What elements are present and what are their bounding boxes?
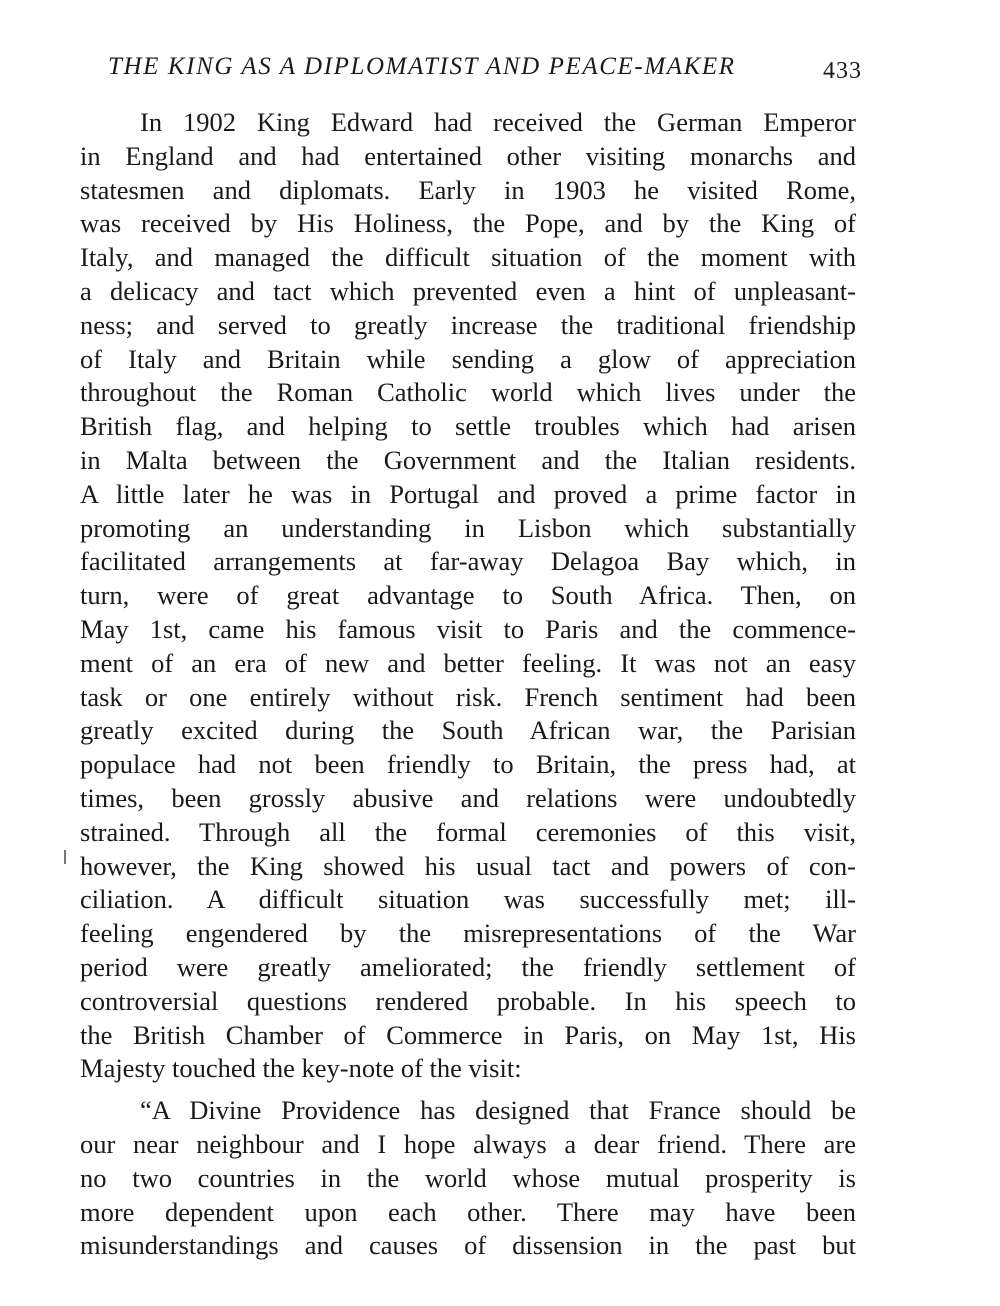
text-line: In 1902 King Edward had received the German Emperor bbox=[140, 107, 856, 137]
text-line: “A Divine Providence has designed that France should be bbox=[140, 1095, 856, 1126]
text-line: ciliation. A difficult situation was successfully met; ill- bbox=[80, 884, 856, 915]
text-line: Italy, and managed the difficult situation of the moment with bbox=[80, 242, 856, 273]
text-line: A little later he was in Portugal and proved a prime factor in bbox=[80, 478, 856, 509]
paragraph-2-quotation bbox=[80, 1094, 856, 1263]
text-line: task or one entirely without risk. French sentiment had been bbox=[80, 681, 856, 712]
text-line: strained. Through all the formal ceremonies of this visit, bbox=[80, 816, 856, 847]
text-line: misunderstandings and causes of dissension in the past but bbox=[80, 1230, 856, 1261]
text-line: Majesty touched the key-note of the visit: bbox=[80, 1053, 522, 1084]
page-number: 433 bbox=[823, 58, 862, 84]
text-line: was received by His Holiness, the Pope, and by the King of bbox=[80, 208, 856, 239]
margin-mark bbox=[64, 850, 66, 864]
text-line: the British Chamber of Commerce in Paris, on May 1st, His bbox=[80, 1019, 856, 1050]
text-line: a delicacy and tact which prevented even a hint of unpleasant- bbox=[80, 275, 856, 306]
text-line: facilitated arrangements at far-away Delagoa Bay which, in bbox=[80, 546, 856, 577]
text-line: controversial questions rendered probable. In his speech to bbox=[80, 985, 856, 1016]
text-line: times, been grossly abusive and relations were undoubtedly bbox=[80, 782, 856, 813]
text-line: populace had not been friendly to Britain, the press had, at bbox=[80, 749, 856, 780]
text-line: May 1st, came his famous visit to Paris and the commence- bbox=[80, 613, 856, 644]
text-line: statesmen and diplomats. Early in 1903 he visited Rome, bbox=[80, 174, 856, 205]
text-line: however, the King showed his usual tact and powers of con- bbox=[80, 850, 856, 881]
text-line: in England and had entertained other visiting monarchs and bbox=[80, 140, 856, 171]
text-line: more dependent upon each other. There may have been bbox=[80, 1196, 856, 1227]
running-title: THE KING AS A DIPLOMATIST AND PEACE-MAKER bbox=[108, 53, 736, 80]
paragraph-gap bbox=[80, 1086, 856, 1094]
text-line: no two countries in the world whose mutual prosperity is bbox=[80, 1162, 856, 1193]
text-line: throughout the Roman Catholic world which lives under the bbox=[80, 377, 856, 408]
text-line: of Italy and Britain while sending a glow of appreciation bbox=[80, 343, 856, 374]
text-line: British flag, and helping to settle troubles which had arisen bbox=[80, 411, 856, 442]
text-line: ment of an era of new and better feeling. It was not an easy bbox=[80, 647, 856, 678]
body-text bbox=[80, 106, 856, 1263]
text-line: our near neighbour and I hope always a dear friend. There are bbox=[80, 1128, 856, 1159]
text-line: greatly excited during the South African war, the Parisian bbox=[80, 715, 856, 746]
running-head bbox=[108, 48, 868, 88]
paragraph-1 bbox=[80, 106, 856, 1086]
text-line: in Malta between the Government and the Italian residents. bbox=[80, 444, 856, 475]
text-line: period were greatly ameliorated; the friendly settlement of bbox=[80, 951, 856, 982]
text-line: feeling engendered by the misrepresentations of the War bbox=[80, 918, 856, 949]
text-line: turn, were of great advantage to South Africa. Then, on bbox=[80, 580, 856, 611]
text-line: promoting an understanding in Lisbon which substantially bbox=[80, 512, 856, 543]
text-line: ness; and served to greatly increase the traditional friendship bbox=[80, 309, 856, 340]
